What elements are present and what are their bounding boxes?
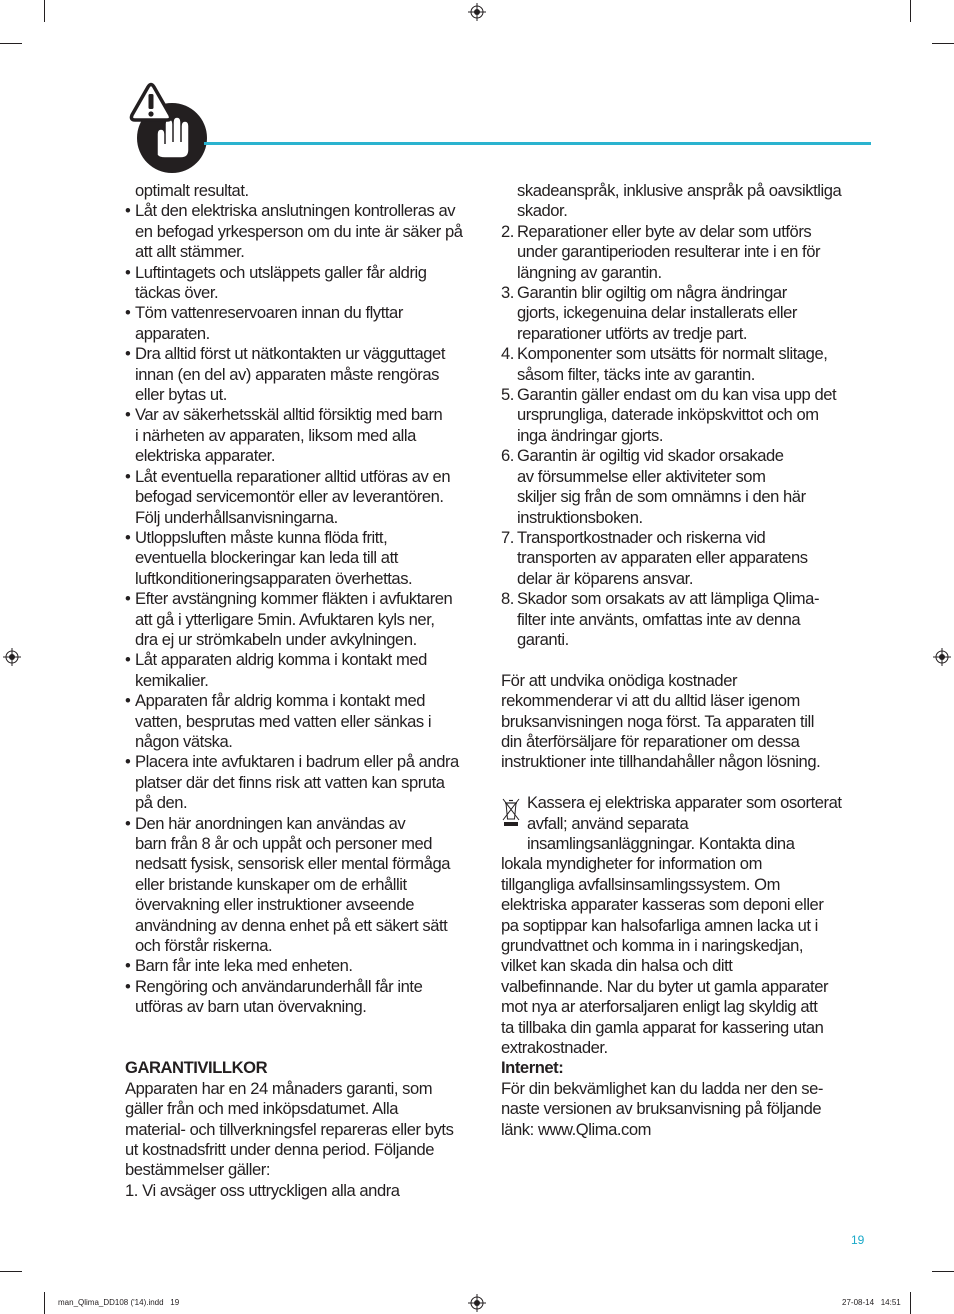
bullet-line: någon vätska. — [135, 731, 233, 751]
bullet-marker: • — [125, 752, 131, 772]
crop-mark — [0, 1271, 22, 1272]
crop-mark — [44, 1292, 45, 1314]
bullet-line: Utloppsluften måste kunna flöda fritt, — [135, 527, 388, 547]
weee-notice — [501, 793, 873, 854]
bullet-marker: • — [125, 262, 131, 282]
bullet-line: Låt apparaten aldrig komma i kontakt med — [135, 650, 427, 670]
warranty-item-line: skadeanspråk, inklusive anspråk på oavsiktliga — [517, 181, 842, 200]
bullet-line: i närheten av apparaten, liksom med alla — [135, 425, 416, 445]
bullet-marker: • — [125, 344, 131, 364]
warranty-item — [501, 385, 873, 446]
bullet-marker: • — [125, 976, 131, 996]
bullet-line: och förstår riskerna. — [135, 936, 273, 956]
bullet-line: kemikalier. — [135, 670, 209, 690]
weee-line: lokala myndigheter for information om — [501, 854, 762, 874]
bullet-line: luftkonditioneringsapparaten överhettas. — [135, 568, 413, 588]
footer-file-info: man_Qlima_DD108 ('14).indd 19 — [58, 1298, 180, 1307]
warranty-item-line: Garantin blir ogiltig om några ändringar — [517, 283, 787, 303]
bullet-item — [125, 344, 497, 405]
bullet-marker: • — [125, 813, 131, 833]
warranty-item-line: skador. — [517, 201, 568, 221]
registration-mark-icon — [933, 648, 951, 666]
bullet-marker: • — [125, 589, 131, 609]
bullet-line: befogad servicemontör eller av leverantören. — [135, 487, 444, 507]
bullet-line: barn från 8 år och uppåt och personer med — [135, 834, 433, 853]
bullet-line: Efter avstängning kommer fläkten i avfuktaren — [135, 589, 453, 609]
weee-line: pa soptippar kan halsofarliga amnen lacka ut i — [501, 915, 818, 935]
bullet-marker: • — [125, 405, 131, 425]
warranty-item-1 — [125, 1181, 497, 1201]
warranty-line: material- och tillverkningsfel repareras eller byts — [125, 1119, 454, 1139]
bullet-item — [125, 650, 497, 691]
bullet-line: Följ underhållsanvisningarna. — [135, 507, 338, 527]
bullet-line: Töm vattenreservoaren innan du flyttar — [135, 303, 403, 323]
warranty-line: gäller från och med inköpsdatumet. Alla — [125, 1099, 399, 1119]
bullet-item — [125, 956, 497, 976]
bullet-item — [125, 405, 497, 466]
bullet-line: nedsatt fysisk, sensorisk eller mental förmåga — [135, 854, 450, 874]
registration-mark-icon — [468, 3, 486, 21]
bullet-line: Låt den elektriska anslutningen kontrolleras av — [135, 201, 456, 221]
weee-line: insamlingsanläggningar. Kontakta dina — [527, 833, 795, 853]
warranty-line: Apparaten har en 24 månaders garanti, som — [125, 1078, 433, 1098]
warranty-item — [501, 344, 873, 385]
item-number: 6. — [501, 446, 514, 466]
bullet-line: Den här anordningen kan användas av — [135, 813, 406, 833]
crop-mark — [932, 43, 954, 44]
costs-line: bruksanvisningen noga först. Ta apparaten till — [501, 711, 814, 731]
warranty-item-line: Reparationer eller byte av delar som utförs — [517, 221, 812, 241]
internet-line: För din bekvämlighet kan du ladda ner den se- — [501, 1078, 823, 1098]
item-number: 7. — [501, 527, 514, 547]
header-rule — [204, 142, 871, 145]
weee-line: elektriska apparater kasseras som deponi eller — [501, 895, 824, 915]
bullet-marker: • — [125, 527, 131, 547]
item-number: 3. — [501, 283, 514, 303]
warning-hand-icon — [124, 82, 210, 176]
warranty-item-1-continued — [501, 181, 873, 222]
bullet-line: dra ej ur strömkabeln under avkylningen. — [135, 629, 417, 649]
bullet-line: eller bristande kunskaper om de erhållit — [135, 874, 407, 894]
item-number: 1. — [125, 1180, 138, 1200]
crossed-out-bin-icon — [501, 795, 521, 827]
weee-line: tillgangliga avfallsinsamlingssystem. Om — [501, 874, 780, 894]
warranty-item — [501, 222, 873, 283]
weee-line: avfall; använd separata — [527, 813, 689, 833]
warranty-item — [501, 528, 873, 589]
bullet-line: övervakning eller instruktioner avseende — [135, 895, 415, 915]
warranty-item-line: filter inte använts, omfattas inte av denna — [517, 609, 801, 629]
warranty-item-line: längning av garantin. — [517, 262, 662, 282]
weee-line: vilket kan skada din halsa och ditt — [501, 956, 733, 976]
bullet-line: eller bytas ut. — [135, 385, 227, 405]
warranty-item-line: av försummelse eller aktiviteter som — [517, 466, 766, 486]
bullet-line: Luftintagets och utsläppets galler får aldrig — [135, 262, 427, 282]
bullet-line: användning av denna enhet på ett säkert sätt — [135, 915, 448, 935]
weee-line: grundvattnet och komma in i naringskedjan, — [501, 936, 804, 955]
bullet-item — [125, 528, 497, 589]
item-text: Vi avsäger oss uttryckligen alla andra — [142, 1180, 400, 1200]
bullet-item — [125, 303, 497, 344]
left-column — [125, 181, 497, 1201]
intro-text: optimalt resultat. — [135, 181, 249, 200]
costs-line: din återförsäljare för reparationer om dessa — [501, 731, 800, 751]
warranty-item — [501, 589, 873, 650]
bullet-line: apparaten. — [135, 323, 210, 343]
warranty-heading: GARANTIVILLKOR — [125, 1058, 268, 1078]
bullet-line: Apparaten får aldrig komma i kontakt med — [135, 691, 426, 711]
warranty-item-line: Komponenter som utsätts för normalt slitage, — [517, 344, 828, 364]
bullet-line: Placera inte avfuktaren i badrum eller på andra — [135, 752, 459, 772]
warranty-item-line: Transportkostnader och riskerna vid — [517, 527, 766, 547]
bullet-marker: • — [125, 201, 131, 221]
warranty-item-line: Skador som orsakats av att lämpliga Qlima- — [517, 589, 820, 609]
bullet-item — [125, 467, 497, 528]
weee-paragraph — [501, 854, 873, 1058]
bullet-line: innan (en del av) apparaten måste rengöras — [135, 364, 439, 384]
warranty-item-line: såsom filter, täcks inte av garantin. — [517, 364, 755, 384]
bullet-line: Rengöring och användarunderhåll får inte — [135, 976, 423, 996]
bullet-line: vatten, besprutas med vatten eller sänkas i — [135, 711, 432, 731]
bullet-item — [125, 691, 497, 752]
warranty-line: ut kostnadsfritt under denna period. Följande — [125, 1140, 435, 1160]
bullet-line: en befogad yrkesperson om du inte är säker på — [135, 221, 463, 241]
item-number: 5. — [501, 385, 514, 405]
safety-bullet-list — [125, 201, 497, 1017]
bullet-line: täckas över. — [135, 283, 219, 303]
bullet-item — [125, 263, 497, 304]
warranty-item-line: instruktionsboken. — [517, 507, 643, 527]
internet-line: länk: www.Qlima.com — [501, 1119, 652, 1139]
warranty-item-line: transporten av apparaten eller apparatens — [517, 548, 808, 568]
warranty-item-line: delar är köparens ansvar. — [517, 568, 693, 588]
bullet-line: elektriska apparater. — [135, 446, 275, 466]
warranty-item-line: reparationer utförts av tredje part. — [517, 323, 748, 343]
page-number: 19 — [851, 1233, 865, 1247]
weee-line: ta tillbaka din gamla apparat for kassering utan — [501, 1017, 824, 1037]
crop-mark — [44, 0, 45, 22]
warranty-item-line: skiljer sig från de som omnämns i den här — [517, 487, 806, 507]
warranty-item-line: inga ändringar gjorts. — [517, 425, 663, 445]
weee-line: valbefinnande. Nar du byter ut gamla apparater — [501, 976, 829, 996]
registration-mark-icon — [3, 648, 21, 666]
bullet-line: att allt stämmer. — [135, 242, 245, 262]
warranty-numbered-list — [501, 222, 873, 651]
warranty-item — [501, 446, 873, 528]
bullet-line: Var av säkerhetsskäl alltid försiktig med barn — [135, 405, 443, 425]
bullet-line: på den. — [135, 793, 188, 813]
bullet-marker: • — [125, 466, 131, 486]
weee-line: mot nya ar aterforsaljaren enligt lag skyldig att — [501, 997, 818, 1017]
bullet-item — [125, 752, 497, 813]
crop-mark — [910, 0, 911, 22]
bullet-line: eventuella blockeringar kan leda till att — [135, 548, 398, 568]
warranty-item-line: ursprungliga, daterade inköpskvittot och om — [517, 405, 819, 425]
bullet-item — [125, 977, 497, 1018]
footer-date: 27-08-14 14:51 — [842, 1298, 901, 1307]
warranty-line: bestämmelser gäller: — [125, 1160, 271, 1180]
warranty-item-line: under garantiperioden resulterar inte i en för — [517, 242, 821, 262]
crop-mark — [0, 43, 22, 44]
warranty-intro — [125, 1079, 497, 1181]
bullet-line: Låt eventuella reparationer alltid utföras av en — [135, 466, 451, 486]
costs-line: instruktioner inte tillhandahåller någon lösning. — [501, 752, 821, 772]
warranty-item-line: Garantin gäller endast om du kan visa upp det — [517, 385, 837, 405]
item-number: 2. — [501, 221, 514, 241]
bullet-item — [125, 589, 497, 650]
bullet-marker: • — [125, 303, 131, 323]
bullet-line: platser där det finns risk att vatten kan spruta — [135, 772, 445, 792]
bullet-line: Dra alltid först ut nätkontakten ur vägguttaget — [135, 344, 445, 364]
item-number: 4. — [501, 344, 514, 364]
warranty-item-line: garanti. — [517, 629, 569, 649]
internet-heading: Internet: — [501, 1058, 564, 1078]
costs-paragraph — [501, 671, 873, 773]
bullet-line: Barn får inte leka med enheten. — [135, 956, 353, 976]
bullet-line: att gå i ytterligare 5min. Avfuktaren kyls ner, — [135, 609, 435, 629]
registration-mark-icon — [468, 1294, 486, 1312]
internet-paragraph — [501, 1079, 873, 1140]
crop-mark — [932, 1271, 954, 1272]
costs-line: För att undvika onödiga kostnader — [501, 670, 738, 690]
warranty-item-line: gjorts, ickegenuina delar installerats eller — [517, 303, 797, 323]
bullet-marker: • — [125, 650, 131, 670]
weee-line: Kassera ej elektriska apparater som osorterat — [527, 793, 842, 813]
item-number: 8. — [501, 589, 514, 609]
bullet-marker: • — [125, 956, 131, 976]
weee-line: extrakostnader. — [501, 1038, 608, 1058]
costs-line: rekommenderar vi att du alltid läser igenom — [501, 691, 800, 711]
bullet-item — [125, 814, 497, 957]
bullet-line: utföras av barn utan övervakning. — [135, 997, 367, 1017]
bullet-marker: • — [125, 691, 131, 711]
warranty-item-line: Garantin är ogiltig vid skador orsakade — [517, 446, 784, 466]
internet-line: naste versionen av bruksanvisning på följande — [501, 1099, 822, 1119]
bullet-item — [125, 201, 497, 262]
warranty-item — [501, 283, 873, 344]
crop-mark — [910, 1292, 911, 1314]
right-column — [501, 181, 873, 1140]
